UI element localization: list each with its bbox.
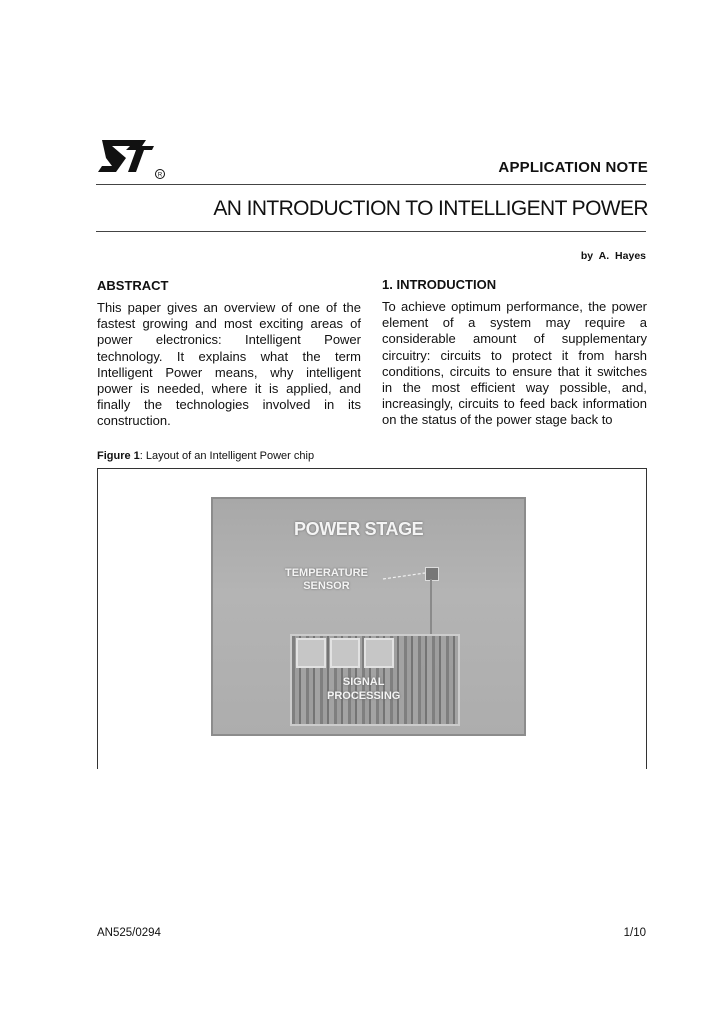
svg-text:R: R — [157, 172, 163, 179]
figure-number: Figure 1 — [97, 450, 140, 462]
signal-label: SIGNAL — [342, 676, 385, 688]
figure-caption-text: : Layout of an Intelligent Power chip — [139, 450, 315, 462]
abstract-heading: ABSTRACT — [97, 278, 169, 293]
st-logo — [96, 136, 170, 180]
header-rule — [96, 184, 646, 185]
chip-layout-image — [211, 497, 526, 736]
figure-frame — [97, 468, 647, 769]
temperature-label: TEMPERATURE — [285, 567, 368, 579]
document-type: APPLICATION NOTE — [498, 159, 648, 176]
sensor-label: SENSOR — [303, 580, 350, 592]
power-stage-label: POWER STAGE — [294, 519, 424, 539]
abstract-text: This paper gives an overview of one of the fastest growing and most exciting areas of power electronics: Intelligent Power technology. It explains what the term Intelligent Power means, why intelligent power is needed, where it is applied, and finally the technologies involved in its construction. — [97, 300, 361, 429]
processing-label: PROCESSING — [327, 690, 401, 702]
page-title: AN INTRODUCTION TO INTELLIGENT POWER — [213, 197, 648, 220]
abstract-body — [97, 300, 361, 430]
document-id: AN525/0294 — [97, 927, 161, 939]
signal-processing-label — [327, 675, 400, 703]
introduction-heading: 1. INTRODUCTION — [382, 277, 497, 292]
introduction-text: To achieve optimum performance, the power element of a system may require a considerable amount of supplementary circuitry: circuits to protect it from harsh conditions, circuits to ensure that it switches in the most efficient way possible, and, increasingly, circuits to feed back information on the status of the power stage back to — [382, 299, 647, 428]
title-rule — [96, 231, 646, 232]
temperature-sensor-label — [285, 567, 368, 593]
author: by A. Hayes — [580, 250, 646, 262]
figure-caption — [97, 450, 314, 462]
introduction-body — [382, 299, 647, 429]
page-number: 1/10 — [623, 927, 646, 939]
